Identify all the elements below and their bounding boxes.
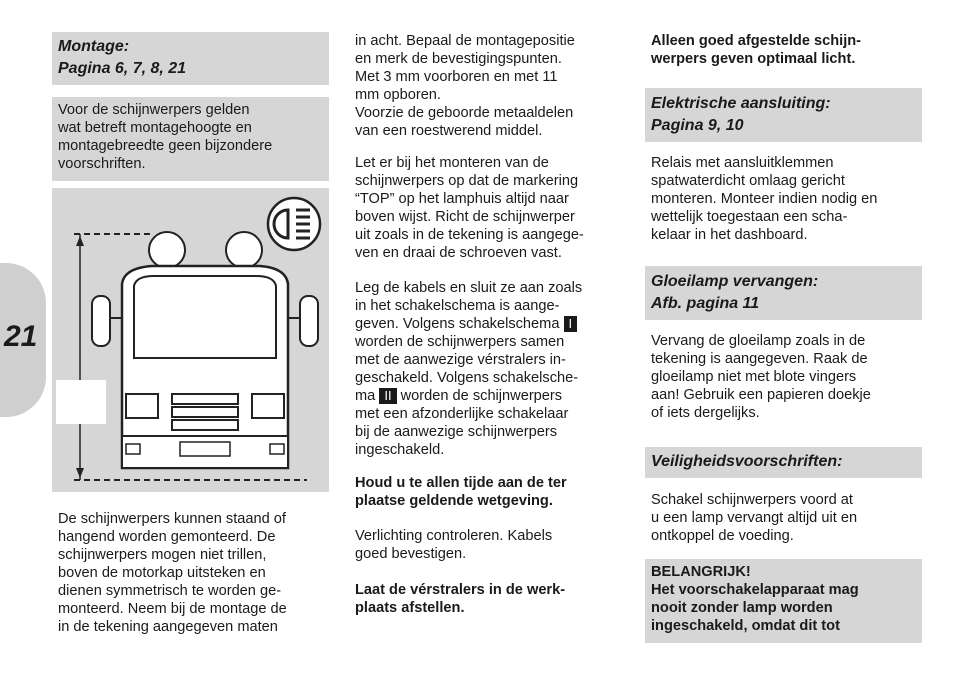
schema-badge-1: I <box>564 316 578 332</box>
elektrische-heading-line2: Pagina 9, 10 <box>651 117 744 134</box>
col2-para1: in acht. Bepaal de montagepositie en merk de bevestigingspunten. Met 3 mm voorboren en met 11 mm opboren. Voorzie de geboorde metaaldelen van een roestwerend middel. <box>355 33 575 139</box>
gloeilamp-heading-box <box>645 266 922 320</box>
col3-para4: Schakel schijnwerpers voord at u een lamp vervangt altijd uit en ontkoppel de voeding. <box>651 492 858 544</box>
col3-para2: Relais met aansluitklemmen spatwaterdicht omlaag gericht monteren. Monteer indien nodig en wettelijk toegestaan een scha- kelaar in het dashboard. <box>651 155 878 243</box>
col2-para3-c-pre: ma <box>355 388 376 404</box>
schema-badge-2: II <box>379 388 396 404</box>
gloeilamp-heading-line1: Gloeilamp vervangen: <box>651 273 819 290</box>
veiligheid-heading-box <box>645 447 922 478</box>
montage-body-text: De schijnwerpers kunnen staand of hangend worden gemonteerd. De schijnwerpers mogen niet trillen, boven de motorkap uitsteken en dienen symmetrisch te worden ge- monteerd. Neem bij de montage de in de tekening aangegeven maten <box>58 511 287 635</box>
col2-para4: Houd u te allen tijde aan de ter plaatse geldende wetgeving. <box>355 475 567 509</box>
col2-para3-c-post: worden de schijnwerpers <box>400 388 563 404</box>
col3-para3: Vervang de gloeilamp zoals in de tekening is aangegeven. Raak de gloeilamp niet met blote vingers aan! Gebruik een papieren doekje of iets dergelijks. <box>651 333 871 421</box>
montage-heading-line1: Montage: <box>58 38 130 55</box>
col3-para1: Alleen goed afgestelde schijn- werpers geven optimaal licht. <box>651 33 862 67</box>
col2-para3-d: met een afzonderlijke schakelaar bij de aanwezige schijnwerpers ingeschakeld. <box>355 406 569 458</box>
col2-para6: Laat de vérstralers in de werk- plaats afstellen. <box>355 582 566 616</box>
truck-illustration <box>52 188 329 492</box>
col2-para3-a: Leg de kabels en sluit ze aan zoals in het schakelschema is aange- geven. Volgens schakelschema <box>355 280 583 332</box>
col2-para3-b: worden de schijnwerpers samen met de aanwezige vérstralers in- geschakeld. Volgens schakelsche- <box>355 334 579 386</box>
montage-heading-box <box>52 32 329 85</box>
page-number: 21 <box>4 320 38 353</box>
montage-heading-line2: Pagina 6, 7, 8, 21 <box>58 60 187 77</box>
headlight-symbol-icon <box>268 198 320 250</box>
truck-drawing <box>52 188 329 492</box>
col2-para2: Let er bij het monteren van de schijnwerpers op dat de markering “TOP” op het lamphuis altijd naar boven wijst. Richt de schijnwerper uit zoals in de tekening is aangege- ven en draai de schroeven vast. <box>355 155 584 261</box>
elektrische-heading-box <box>645 88 922 142</box>
gloeilamp-heading-line2: Afb. pagina 11 <box>651 295 760 312</box>
col2-para5: Verlichting controleren. Kabels goed bevestigen. <box>355 528 553 562</box>
veiligheid-heading: Veiligheidsvoorschriften: <box>651 453 843 470</box>
montage-intro-box: Voor de schijnwerpers gelden wat betreft montagehoogte en montagebreedte geen bijzondere voorschriften. <box>52 97 329 181</box>
elektrische-heading-line1: Elektrische aansluiting: <box>651 95 831 112</box>
warning-box: BELANGRIJK! Het voorschakelapparaat mag nooit zonder lamp worden ingeschakeld, omdat dit tot <box>645 559 922 643</box>
col2-para3 <box>355 279 635 459</box>
